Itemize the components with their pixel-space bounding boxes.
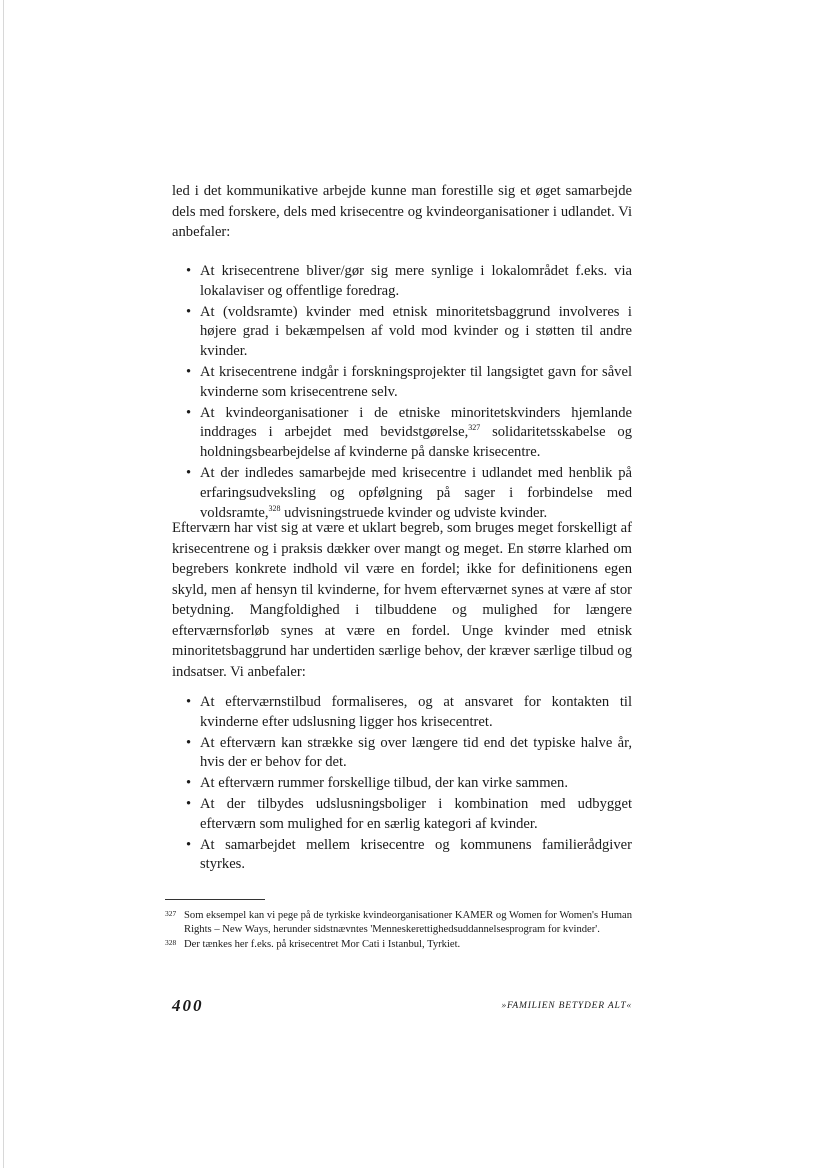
list-item — [186, 404, 632, 463]
footnote-ref-327[interactable]: 327 — [468, 423, 481, 433]
footnote-328 — [165, 938, 632, 952]
bullet-icon: • — [186, 263, 192, 279]
list-item-text: At krisecentrene bliver/gør sig mere synlige i lokalområdet f.eks. via lokalaviser og offentlige foredrag. — [200, 263, 632, 299]
list-item-text: At der indledes samarbejde med krisecentre i udlandet med henblik på erfaringsudveksling og opfølgning på sager i forbindelse med voldsramte, — [200, 464, 632, 521]
bullet-icon: • — [186, 303, 192, 320]
footnote-327 — [165, 909, 632, 937]
list-item-text: At (voldsramte) kvinder med etnisk minoritetsbaggrund involveres i højere grad i bekæmpelsen af vold mod kvinder og i støtten til andre kvinder. — [200, 303, 632, 360]
footnote-text: Som eksempel kan vi pege på de tyrkiske kvindeorganisationer KAMER og Women for Women's Human Rights – New Ways, herunder sidstnævntes 'Menneskerettighedsuddannelsesprogram for kvinder'. — [184, 910, 632, 935]
list-item-text: At kvindeorganisationer i de etniske minoritetskvinders hjemlande inddrages i arbejdet med bevidstgørelse, — [200, 404, 632, 441]
bullet-icon: • — [186, 734, 192, 751]
bullet-icon: • — [186, 464, 192, 481]
bullet-icon: • — [186, 836, 192, 853]
list-item-text: At efterværn kan strække sig over længere tid end det typiske halve år, hvis der er behov for det. — [200, 734, 632, 771]
list-item — [186, 262, 632, 302]
footnote-number: 328 — [165, 938, 177, 947]
list-item — [186, 836, 632, 876]
paragraph-text: Efterværn har vist sig at være et uklart begreb, som bruges meget forskelligt af krisecentrene og i praksis dækker over mangt og meget. En større klarhed om begrebers konkrete indhold vil være en fordel; ikke for definitionens egen skyld, men af hensyn til kvinderne, for hvem efterværnet synes at være af stor betydning. Mangfoldighed i tilbuddene og mulighed for længere efterværnsforløb synes at være en fordel. Unge kvinder med etnisk minoritetsbaggrund har undertiden særlige behov, der kræver særlige tilbud og indsatser. Vi anbefaler: — [172, 520, 632, 680]
running-title: »FAMILIEN BETYDER ALT« — [501, 1001, 632, 1011]
list-item — [186, 774, 632, 794]
efterværn-paragraph — [172, 518, 632, 682]
scan-edge-line — [3, 0, 4, 1168]
list-item-text: At efterværnstilbud formaliseres, og at ansvaret for kontakten til kvinderne efter udslusning ligger hos krisecentret. — [200, 694, 632, 730]
intro-text: led i det kommunikative arbejde kunne man forestille sig et øget samarbejde dels med forskere, dels med krisecentre og kvindeorganisationer i udlandet. Vi anbefaler: — [172, 183, 632, 240]
list-item-text-cont: solidaritetsskabelse og holdningsbearbejdelse af kvinderne på danske krisecentre. — [200, 424, 632, 461]
intro-paragraph — [172, 181, 632, 243]
bullet-icon: • — [186, 363, 192, 380]
recommendation-list-2 — [186, 693, 632, 876]
footnotes — [165, 909, 632, 953]
footnote-text: Der tænkes her f.eks. på krisecentret Mor Cati i Istanbul, Tyrkiet. — [184, 939, 461, 950]
bullet-icon: • — [186, 775, 192, 792]
list-item — [186, 464, 632, 523]
list-item — [186, 734, 632, 774]
footnote-number: 327 — [165, 909, 177, 918]
list-item-text-cont: udvisningstruede kvinder og udviste kvinder. — [280, 504, 548, 521]
page-number: 400 — [172, 996, 204, 1015]
recommendation-list-1 — [186, 262, 632, 524]
list-item-text: At efterværn rummer forskellige tilbud, der kan virke sammen. — [200, 775, 568, 792]
list-item — [186, 303, 632, 362]
list-item — [186, 363, 632, 403]
bullet-icon: • — [186, 404, 192, 421]
bullet-icon: • — [186, 795, 192, 812]
list-item-text: At krisecentrene indgår i forskningsprojekter til langsigtet gavn for såvel kvinderne som krisecentrene selv. — [200, 363, 632, 400]
list-item — [186, 693, 632, 733]
bullet-icon: • — [186, 694, 192, 710]
footnote-divider — [165, 899, 265, 900]
footnote-ref-328[interactable]: 328 — [268, 503, 281, 513]
list-item — [186, 795, 632, 835]
list-item-text: At samarbejdet mellem krisecentre og kommunens familierådgiver styrkes. — [200, 836, 632, 873]
list-item-text: At der tilbydes udslusningsboliger i kombination med udbygget efterværn som mulighed for en særlig kategori af kvinder. — [200, 795, 632, 832]
